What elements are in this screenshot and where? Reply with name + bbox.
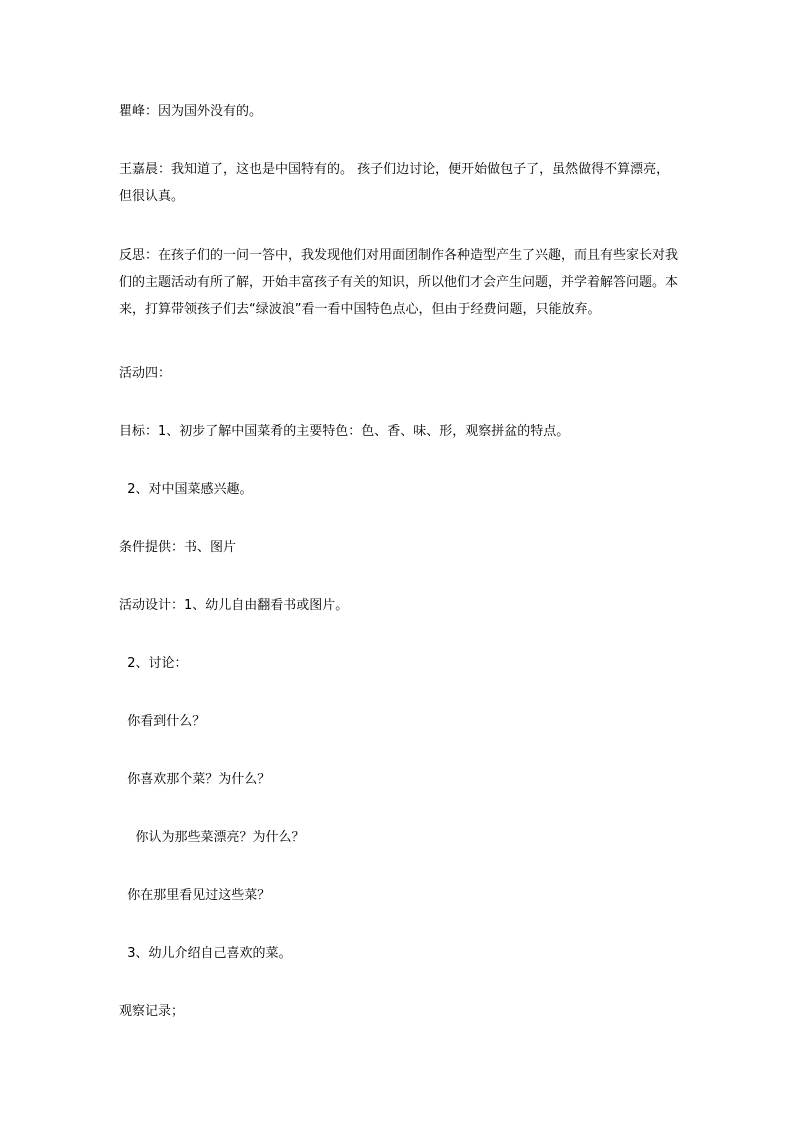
paragraph-question-4: 你在那里看见过这些菜？ <box>119 888 271 903</box>
paragraph-design-1: 活动设计：1、幼儿自由翻看书或图片。 <box>119 598 349 613</box>
paragraph-design-2: 2、讨论： <box>119 656 188 671</box>
paragraph-question-1: 你看到什么？ <box>119 714 206 729</box>
paragraph-question-2: 你喜欢那个菜？为什么？ <box>119 772 271 787</box>
paragraph-question-3: 你认为那些菜漂亮？为什么？ <box>119 830 305 845</box>
paragraph-goal-1: 目标：1、初步了解中国菜肴的主要特色：色、香、味、形，观察拼盆的特点。 <box>119 424 570 439</box>
heading-activity-four: 活动四： <box>119 366 172 381</box>
paragraph-goal-2: 2、对中国菜感兴趣。 <box>119 482 253 497</box>
paragraph-design-3: 3、幼儿介绍自己喜欢的菜。 <box>119 946 292 961</box>
paragraph-observation-record: 观察记录； <box>119 1004 185 1019</box>
paragraph-materials: 条件提供：书、图片 <box>119 540 237 555</box>
paragraph-dialogue-qufeng: 瞿峰：因为国外没有的。 <box>119 104 263 119</box>
paragraph-reflection: 反思：在孩子们的一问一答中，我发现他们对用面团制作各种造型产生了兴趣，而且有些家长对我们的主题活动有所了解，开始丰富孩子有关的知识，所以他们才会产生问题，并学着解答问题。本来，打算带领孩子们去“绿波浪”看一看中国特色点心，但由于经费问题，只能放弃。 <box>119 248 679 317</box>
paragraph-dialogue-wangjiachen: 王嘉晨：我知道了，这也是中国特有的。 孩子们边讨论，便开始做包子了，虽然做得不算漂亮，但很认真。 <box>119 162 670 204</box>
